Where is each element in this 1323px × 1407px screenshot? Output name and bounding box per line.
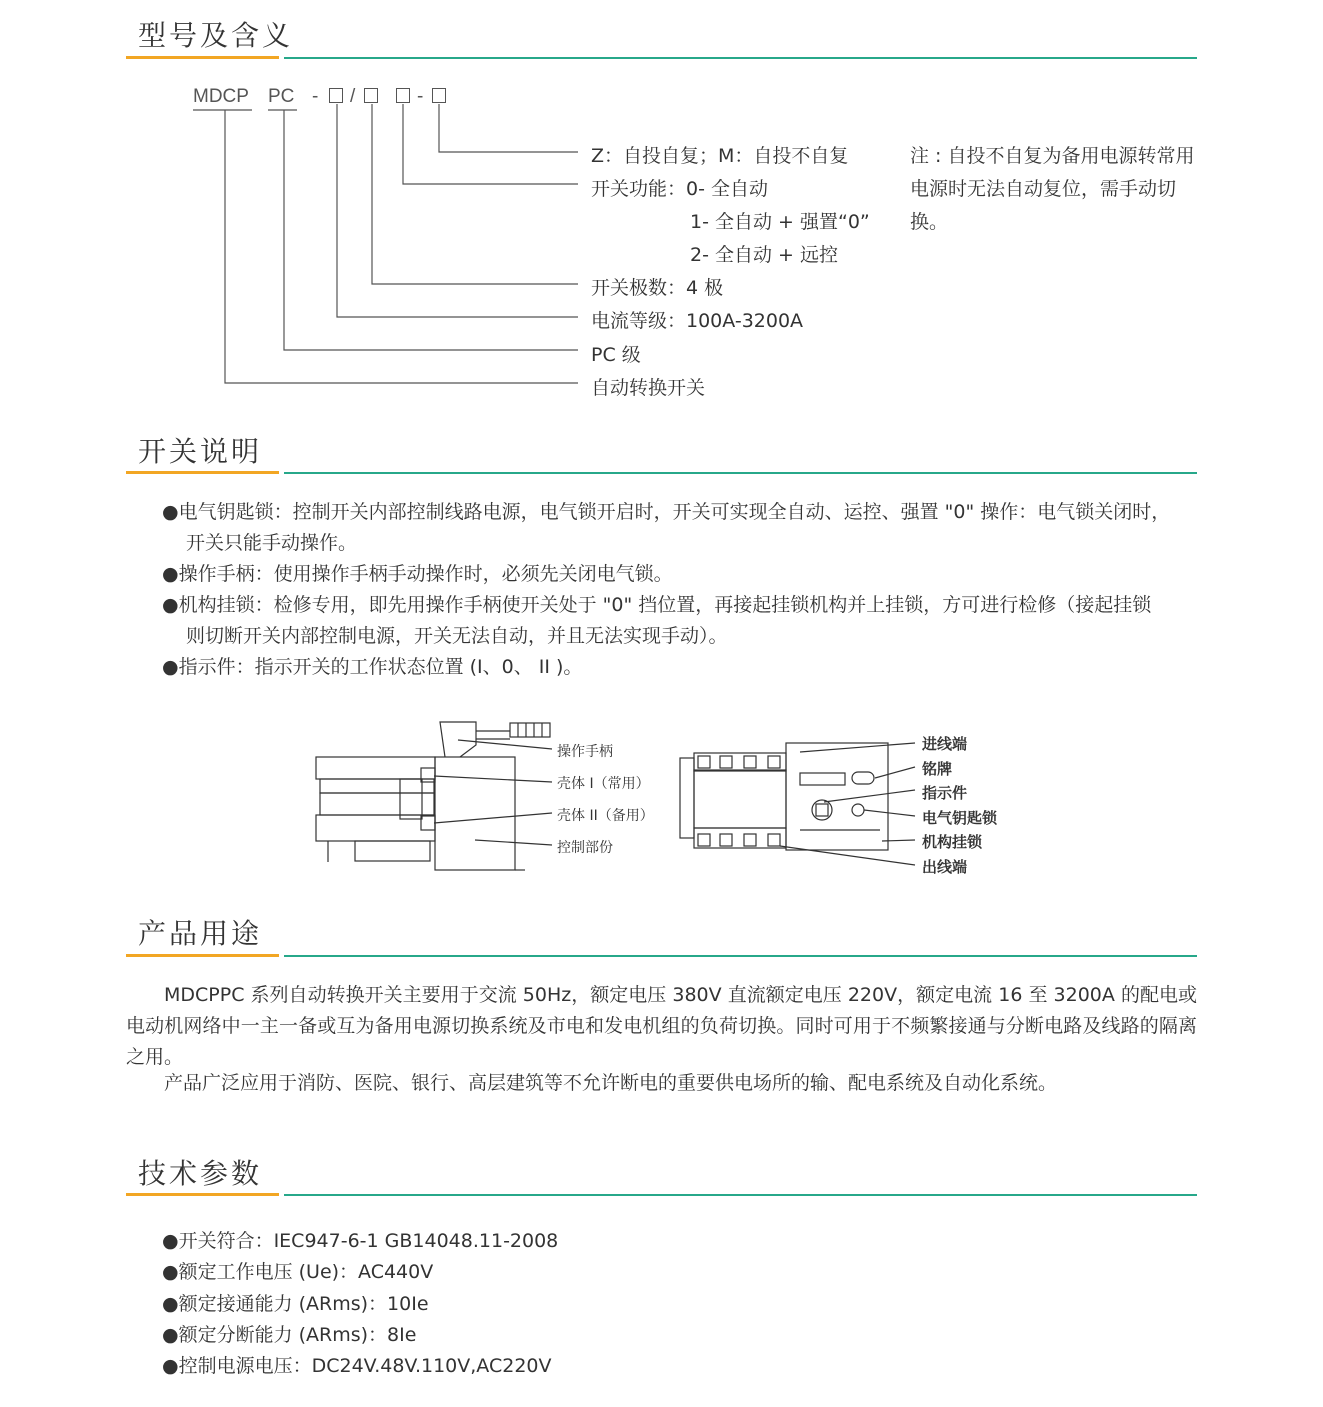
code-slash: / xyxy=(350,86,356,107)
label-control: 控制部份 xyxy=(557,840,613,856)
label-nameplate: 铭牌 xyxy=(922,760,953,778)
switch-item-key-lock-cont: 开关只能手动操作。 xyxy=(186,532,358,554)
code-pc: PC xyxy=(268,86,295,107)
label-key-lock: 电气钥匙锁 xyxy=(922,809,998,827)
section-title-switch: 开关说明 xyxy=(138,435,263,468)
legend-pc: PC 级 xyxy=(591,344,641,366)
label-shell-1: 壳体 I（常用） xyxy=(557,776,650,792)
label-handle: 操作手柄 xyxy=(557,744,613,760)
legend-function-1: 1- 全自动 + 强置“0” xyxy=(690,211,870,233)
label-padlock: 机构挂锁 xyxy=(922,833,983,851)
tech-item-control-voltage: ●控制电源电压：DC24V.48V.110V,AC220V xyxy=(162,1355,552,1377)
section-rule xyxy=(126,954,1197,957)
legend-ats: 自动转换开关 xyxy=(591,377,706,399)
switch-item-key-lock: ●电气钥匙锁：控制开关内部控制线路电源，电气锁开启时，开关可实现全自动、运控、强置 "0" 操作：电气锁关闭时， xyxy=(162,501,1171,523)
tech-item-making-capacity: ●额定接通能力 (ARms)：10Ie xyxy=(162,1293,429,1315)
legend-function-2: 2- 全自动 + 远控 xyxy=(690,244,838,266)
label-outgoing: 出线端 xyxy=(922,858,968,876)
switch-item-padlock-cont: 则切断开关内部控制电源，开关无法自动，并且无法实现手动）。 xyxy=(186,625,728,647)
legend-current: 电流等级：100A-3200A xyxy=(591,310,804,332)
tech-item-voltage: ●额定工作电压 (Ue)：AC440V xyxy=(162,1261,434,1283)
legend-poles: 开关极数：4 极 xyxy=(591,277,724,299)
usage-paragraph-1: MDCPPC 系列自动转换开关主要用于交流 50Hz，额定电压 380V 直流额定电压 220V，额定电流 16 至 3200A 的配电或电动机网络中一主一备或互为备用电源切换系统及市电和发电机组的负荷切换。同时可用于不频繁接通与分断电路及线路的隔离之用。 xyxy=(126,984,1197,1068)
switch-item-indicator: ●指示件：指示开关的工作状态位置 (I、0、 II )。 xyxy=(162,656,583,678)
code-dash: - xyxy=(417,86,424,107)
legend-mode: Z：自投自复；M：自投不自复 xyxy=(591,145,849,167)
section-title-model: 型号及含义 xyxy=(138,19,294,52)
code-mdcp: MDCP xyxy=(193,86,249,107)
section-rule xyxy=(126,1193,1197,1196)
switch-item-padlock: ●机构挂锁：检修专用，即先用操作手柄使开关处于 "0" 挡位置，再接起挂锁机构并上挂锁，方可进行检修（接起挂锁 xyxy=(162,594,1152,616)
legend-function: 开关功能：0- 全自动 xyxy=(591,178,768,200)
label-incoming: 进线端 xyxy=(922,735,968,753)
model-note: 注 : 自投不自复为备用电源转常用电源时无法自动复位，需手动切换。 xyxy=(910,145,1195,233)
code-dash: - xyxy=(312,86,319,107)
label-indicator: 指示件 xyxy=(922,784,968,802)
label-shell-2: 壳体 II（备用） xyxy=(557,808,654,824)
section-title-tech: 技术参数 xyxy=(138,1157,263,1190)
section-title-usage: 产品用途 xyxy=(138,917,263,950)
usage-paragraph-2: 产品广泛应用于消防、医院、银行、高层建筑等不允许断电的重要供电场所的输、配电系统及自动化系统。 xyxy=(164,1072,1058,1094)
tech-item-standard: ●开关符合：IEC947-6-1 GB14048.11-2008 xyxy=(162,1230,559,1252)
tech-item-breaking-capacity: ●额定分断能力 (ARms)：8Ie xyxy=(162,1324,417,1346)
switch-item-handle: ●操作手柄：使用操作手柄手动操作时，必须先关闭电气锁。 xyxy=(162,563,673,585)
